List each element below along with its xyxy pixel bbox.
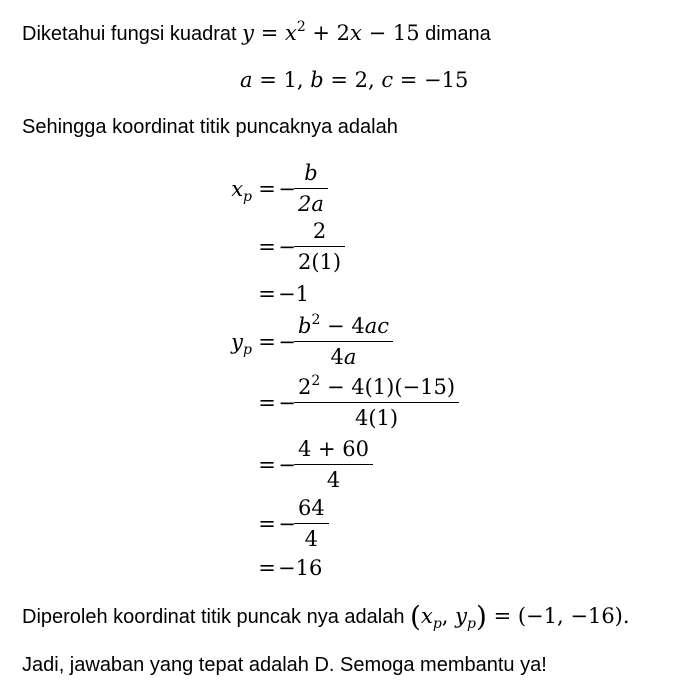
xp-fraction-1: $\frac{b}{2a}$	[296, 160, 326, 217]
yp-result: = −16	[258, 556, 323, 580]
intro-text: Diketahui fungsi kuadrat	[22, 23, 237, 45]
conclusion-text: Diperoleh koordinat titik puncak nya adalah	[22, 606, 405, 628]
closing-line: Jadi, jawaban yang tepat adalah D. Semoga membantu ya!	[22, 654, 547, 676]
yp-label: $y_p$	[231, 329, 252, 358]
yp-step-4: = − $\frac{64}{4}$	[200, 495, 327, 552]
intro-line	[22, 20, 491, 47]
function-expression: $y = x^2 + 2x - 15$	[242, 19, 420, 45]
yp-step-1: $y_p$ = − $\frac{b^2 - 4ac}{4a}$	[200, 313, 391, 370]
intro-suffix: dimana	[425, 23, 491, 45]
coefficients: a = 1, b = 2, c = −15	[240, 68, 469, 92]
yp-fraction-3: $\frac{4 + 60}{4}$	[296, 436, 371, 493]
yp-fraction-2: $\frac{2^2 - 4(1)(-15)}{4(1)}$	[296, 374, 457, 431]
yp-fraction-1: $\frac{b^2 - 4ac}{4a}$	[296, 313, 391, 370]
yp-fraction-4: $\frac{64}{4}$	[296, 495, 327, 552]
xp-fraction-2: $\frac{2}{2(1)}$	[296, 218, 343, 275]
xp-label: $x_p$	[231, 176, 252, 205]
yp-step-3: = − $\frac{4 + 60}{4}$	[200, 436, 371, 493]
vertex-intro: Sehingga koordinat titik puncaknya adalah	[22, 116, 398, 138]
xp-result: = −1	[258, 282, 309, 306]
xp-step-1: $x_p$ = − $\frac{b}{2a}$	[200, 160, 326, 217]
xp-step-2: = − $\frac{2}{2(1)}$	[200, 218, 343, 275]
conclusion-line	[22, 600, 630, 633]
yp-step-2: = − $\frac{2^2 - 4(1)(-15)}{4(1)}$	[200, 374, 457, 431]
conclusion-math: ($x_p$, $y_p) = (-1$, −16).	[410, 600, 630, 633]
